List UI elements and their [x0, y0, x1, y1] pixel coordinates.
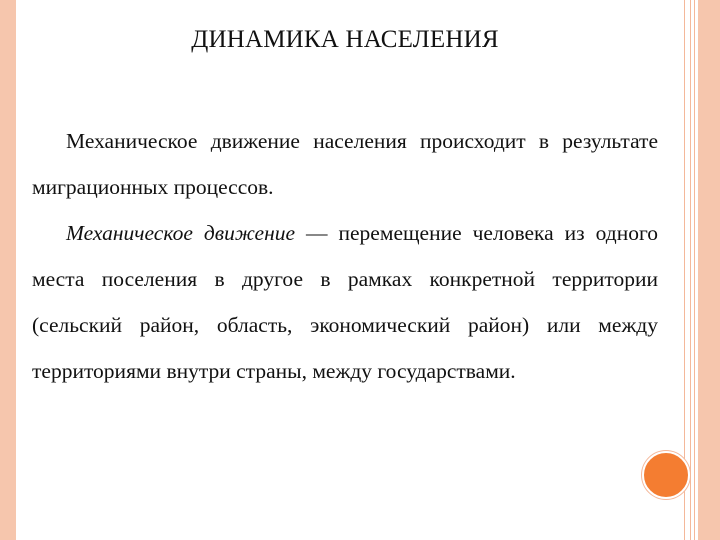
right-frame-line	[694, 0, 695, 540]
definition-text: — перемещение человека из одного места поселения в другое в рамках конкретной территории (сельский район, область, экономический район) или между территориями внутри страны, между государствами.	[32, 221, 658, 383]
right-frame-line	[690, 0, 691, 540]
right-decorative-bar	[698, 0, 720, 540]
paragraph-definition	[32, 210, 658, 394]
orange-circle-ornament	[642, 451, 690, 499]
slide-body	[32, 118, 658, 394]
defined-term: Механическое движение	[66, 221, 296, 245]
left-decorative-bar	[0, 0, 16, 540]
slide-title: ДИНАМИКА НАСЕЛЕНИЯ	[191, 26, 499, 53]
paragraph-migration: Механическое движение населения происходит в результате миграционных процессов.	[32, 129, 658, 199]
